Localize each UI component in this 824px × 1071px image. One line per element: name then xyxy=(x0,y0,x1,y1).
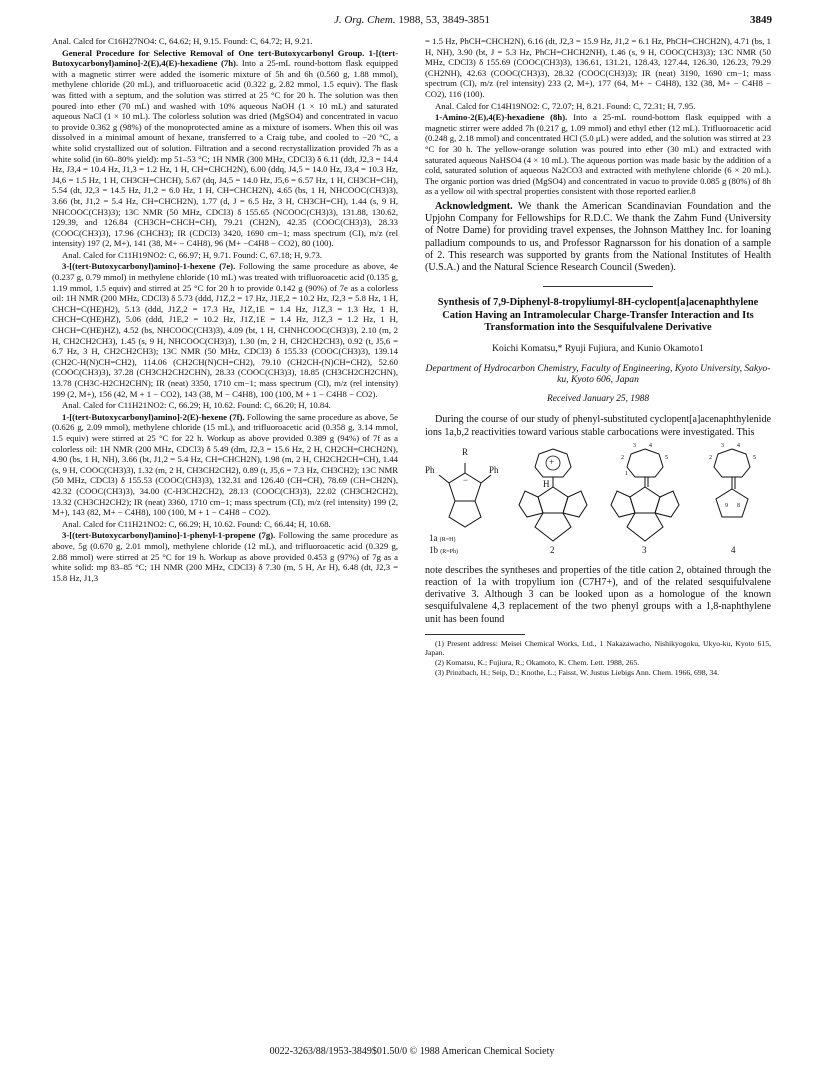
body-paragraph: note describes the syntheses and properties of the title cation 2, obtained through the reaction of 1a with tropylium ion (C7H7+), and of the related sesquifulvalene derivative 3. Although 3 can be looked upon as a homologue of the known sesquifulvalene 4,3 replacement of the two phenyl groups with a 1,8-naphthylene unit has been found xyxy=(425,564,771,625)
procedure-heading: 1-[(tert-Butoxycarbonyl)amino]-2(E)-hexene (7f). xyxy=(62,411,245,422)
procedure-paragraph: 3-[(tert-Butoxycarbonyl)amino]-1-phenyl-1-propene (7g). Following the same procedure as above, 5g (0.670 g, 2.01 mmol), methylene chloride (12 mL), and trifluoroacetic acid (0.329 g, 2.88 mmol) were stirred at 25 °C for 19 h. Workup as above provided 0.453 g (97%) of 7g as a white solid: mp 83–85 °C; 1H NMR (200 MHz, CDCl3) δ 7.30 (m, 5 H, Ar H), 6.48 (dt, J2,3 = 15.8 Hz, J1,3 xyxy=(52,530,398,583)
locant-4: 4 xyxy=(649,442,652,449)
analysis-paragraph: Anal. Calcd for C16H27NO4: C, 64.62; H, 9.15. Found: C, 64.72; H, 9.21. xyxy=(52,36,313,46)
structure-1-icon xyxy=(425,451,505,531)
locant-4b: 4 xyxy=(737,442,740,449)
locant-5: 5 xyxy=(665,454,668,461)
left-column xyxy=(52,36,398,584)
article-authors: Koichi Komatsu,* Ryuji Fujiura, and Kunio Okamoto1 xyxy=(492,343,704,355)
analysis-paragraph: Anal. Calcd for C11H21NO2: C, 66.29; H, 10.62. Found: C, 66.20; H, 10.84. xyxy=(62,400,331,411)
procedure-heading: 1-Amino-2(E),4(E)-hexadiene (8h). xyxy=(435,112,568,123)
locant-8: 8 xyxy=(737,502,740,509)
locant-9: 9 xyxy=(725,502,728,509)
label-4: 4 xyxy=(731,544,736,555)
procedure-heading: 3-[(tert-Butoxycarbonyl)amino]-1-hexene (7e). xyxy=(62,261,236,272)
procedure-paragraph: General Procedure for Selective Removal of One tert-Butoxycarbonyl Group. 1-[(tert-Butoxycarbonyl)amino]-2(E),4(E)-hexadiene (7h). Into a 25-mL round-bottom flask equipped with a magnetic stirrer were added the isomeric mixture of 5h and 6h (0.560 g, 1.88 mmol), methylene chloride (20 mL), and trifluoroacetic acid (0.322 g, 2.82 mmol, 1.5 equiv). The flask was fitted with a septum, and the solution was stirred at 25 °C for 20 h. The solution was then poured into ether (70 mL) and washed with 10% aqueous NaOH (1 × 10 mL) and saturated aqueous NaCl (1 × 10 mL). The colorless solution was dried (MgSO4) and concentrated in vacuo to provide 0.362 g (98%) of the monoprotected amine as a mixture of isomers. When this oil was dissolved in a minimal amount of hexane, transferred to a Craig tube, and cooled to −20 °C, a white solid crystallized out of solution. Filtration and a second recrystallization provided 7h as a white solid (in 60–80% yield): mp 51–53 °C; 1H NMR (300 MHz, CDCl3) δ 6.11 (ddt, J2,3 = 14.4 Hz, J3,4 = 10.4 Hz, J1,3 = 1.2 Hz, 1 H, CH=CHCH2N), 6.00 (ddq, J4,5 = 14.0 Hz, J3,4 = 10.3 Hz, J4,6 = 1.5 Hz, 1 H, CH3CH=CHCH), 5.67 (dq, J4,5 = 14.0 Hz, J5,6 = 6.57 Hz, 1 H, CH3CH=CH), 5.54 (dt, J2,3 = 14.5 Hz, J1,2 = 6.0 Hz, 1 H, CH=CHCH2N), 4.65 (bs, 1 H, NHCOOC(CH3)3), 3.66 (bt, J1,2 = 5.4 Hz, CH=CHCH2N), 1.77 (d, J = 6.5 Hz, 3 H, CH3CH=CH), 1.44 (s, 9 H, NHCOOC(CH3)3); 13C NMR (50 MHz, CDCl3) δ 155.65 (NCOOC(CH3)3), 131.88, 130.62, 129.39, and 126.84 (CH3CH=CHCH=CH), 79.21 (CH2N), 42.35 (COOC(CH3)3), 28.33 (COOC(CH3)3), 17.96 (CHCH3); IR (CDCl3) 3420, 1690 cm−1; mass spectrum (CI), m/z (rel intensity) 197 (2, M+), 141 (38, M+ − C4H8), 96 (M+ −C4H8 − CO2), 80 (100). xyxy=(52,47,399,249)
locant-1: 1 xyxy=(625,470,628,477)
analysis-paragraph: Anal. Calcd for C11H21NO2: C, 66.29; H, 10.62. Found: C, 66.44; H, 10.68. xyxy=(62,518,331,529)
h-label: H xyxy=(543,478,550,489)
structure-4-icon xyxy=(693,445,771,545)
procedure-paragraph: 3-[(tert-Butoxycarbonyl)amino]-1-hexene (7e). Following the same procedure as above, 4e (0.237 g, 0.79 mmol) in methylene chloride (10 mL) was treated with trifluoroacetic acid (0.135 g, 1.19 mmol, 1.5 equiv) and stirred at 25 °C for 20 h to provide 0.142 g (90%) of 7e as a colorless oil: 1H NMR (200 MHz, CDCl3) δ 5.73 (ddd, J1Z,2 = 17 Hz, J1E,2 = 10.2 Hz, J2,3 = 5.8 Hz, 1 H, CHCH=C(HE)H2), 5.13 (ddd, J1Z,2 = 17.3 Hz, J1Z,1E = 1.4 Hz, J1Z,3 = 1.3 Hz, 1 H, CHCH=C(HE)HZ), 5.06 (ddd, J1E,2 = 10.2 Hz, J1Z,1E = 1.4 Hz, J1Z,3 = 1.2 Hz, 1 H, CHCH=C(HE)HZ), 4.52 (bs, NHCOOC(CH3)3), 4.09 (bt, 1 H, CHNHCOOC(CH3)3), 2.10 (m, 2 H, CH2CH2CH3), 1.45 (s, 9 H, NHCOOC(CH3)3), 1.30 (m, 2 H, CH2CH2CH3), 0.92 (t, J5,6 = 6.7 Hz, 3 H, CH2CH2CH3); 13C NMR (50 MHz, CDCl3) δ 155.33 (COOC(CH3)3), 139.14 (CH2C-H(N)CH=CH2), 114.06 (CH2CH(N)CH=CH2), 79.10 (CH2CH-(N)CH=CH2), 52.60 (COOC(CH3)3), 37.28 (CH3CH2CH2CHN), 28.33 (COOC(CH3)3), 18.85 (CH3CH2CH2CHN), 13.78 (CH3C-H2CH2CHN); IR (neat) 3350, 1710 cm−1; mass spectrum (CI), m/z (rel intensity) 199 (2, M+), 156 (42, M + 1 − CO2), 143 (38, M − C4H8), 100 (100, M + 1 − C4H8 − CO2). xyxy=(52,261,398,399)
locant-3: 3 xyxy=(633,442,636,449)
journal-citation: 1988, 53, 3849-3851 xyxy=(398,14,491,26)
chemical-structures-figure xyxy=(425,442,771,561)
page-number: 3849 xyxy=(750,14,772,26)
locant-3b: 3 xyxy=(721,442,724,449)
ph-right-label: Ph xyxy=(489,464,499,475)
label-2: 2 xyxy=(550,544,555,555)
procedure-heading: General Procedure for Selective Removal of One tert-Butoxycarbonyl Group. 1-[(tert-Butoxycarbonyl)amino]-2(E),4(E)-hexadiene (7h). xyxy=(52,47,398,69)
ph-left-label: Ph xyxy=(425,464,435,475)
footnote-divider xyxy=(425,634,525,635)
structure-3-icon xyxy=(605,445,685,545)
analysis-paragraph: Anal. Calcd for C11H19NO2: C, 66.97; H, 9.71. Found: C, 67.18; H, 9.73. xyxy=(62,249,323,260)
page-footer: 0022-3263/88/1953-3849$01.50/0 © 1988 American Chemical Society xyxy=(269,1046,555,1057)
continued-paragraph: = 1.5 Hz, PhCH=CHCH2N), 6.16 (dt, J2,3 = 15.9 Hz, J1,2 = 6.1 Hz, PhCH=CHCH2N), 4.71 (bs, 1 H, NH), 3.90 (bt, J = 5.3 Hz, PhCH=CHCH2NH), 1.46 (s, 9 H, COOC(CH3)3); 13C NMR (50 MHz, CDCl3) δ 155.69 (COOC(CH3)3), 136.61, 131.21, 128.43, 127.44, 126.30, 126.23, 79.29 (CH2NH), 42.63 (COOC(CH3)3), 28.32 (COOC(CH3)3); IR (neat) 3190, 1690 cm−1; mass spectrum (CI), m/z (rel intensity) 233 (2, M+), 177 (64, M+ − C4H8), 132 (38, M+ − C4H8 − CO2), 116 (100). xyxy=(425,36,771,99)
footnote: (1) Present address: Meisei Chemical Works, Ltd., 1 Nakazawacho, Nishikyogoku, Ukyo-ku, Kyoto 615, Japan. xyxy=(425,638,771,657)
procedure-paragraph: 1-[(tert-Butoxycarbonyl)amino]-2(E)-hexene (7f). Following the same procedure as above, 5e (0.626 g, 2.09 mmol), methylene chloride (15 mL), and trifluoroacetic acid (0.358 g, 3.14 mmol, 1.5 equiv) were stirred at 25 °C for 22 h. Workup as above provided 0.389 g (94%) of 7f as a colorless oil: 1H NMR (200 MHz, CDCl3) δ 5.49 (dm, J2,3 = 15.6 Hz, 2 H, CH2CH=CHCH2N), 4.90 (bs, 1 H, NH), 3.66 (bt, J1,2 = 5.4 Hz, CH=CHCH2N), 1.98 (m, 2 H, CH2CH2CH=CH), 1.44 (s, 9 H, COOC(CH3)3), 1.32 (m, 2 H, CH3CH2CH2), 0.89 (t, J5,6 = 7.3 Hz, CH3CH2); 13C NMR (50 MHz, CDCl3) δ 155.53 (COOC(CH3)3), 132.31 and 126.40 (CH=CH), 78.69 (CH=CH2N), 42.32 (COOC(CH3)3), 34.00 (C-H3CH2CH2), 28.13 (COOC(CH3)3), 22.02 (CH3CH2CH2), 13.32 (CH3CH2CH2); IR (neat) 3360, 1710 cm−1; mass spectrum (CI), m/z (rel intensity) 199 (2, M+), 143 (82, M+ − C4H8), 100 (100, M + 1 − C4H8 − CO2). xyxy=(52,411,398,518)
locant-2b: 2 xyxy=(709,454,712,461)
r-label: R xyxy=(462,446,469,457)
article-affiliation: Department of Hydrocarbon Chemistry, Faculty of Engineering, Kyoto University, Sakyo-ku, Kyoto 606, Japan xyxy=(425,362,771,386)
footnote: (3) Prinzbach, H.; Seip, D.; Knothe, L.; Faisst, W. Justus Liebigs Ann. Chem. 1966, 698, 34. xyxy=(435,668,719,678)
label-1b: 1b (R=Ph) xyxy=(429,544,458,555)
plus-charge-2: + xyxy=(549,456,555,467)
procedure-heading: 3-[(tert-Butoxycarbonyl)amino]-1-phenyl-1-propene (7g). xyxy=(62,530,276,541)
right-column xyxy=(425,36,771,679)
locant-5b: 5 xyxy=(753,454,756,461)
journal-name: J. Org. Chem. xyxy=(333,14,396,26)
article-title: Synthesis of 7,9-Diphenyl-8-tropyliumyl-8H-cyclopent[a]acenaphthylene Cation Having an Intramolecular Charge-Transfer Interaction and Its Transformation into the Sesquifulvalene Derivative xyxy=(437,297,759,333)
intro-paragraph: During the course of our study of phenyl-substituted cyclopent[a]acenaphthylenide ions 1a,b,2 reactivities toward various stable carbocations were investigated. This xyxy=(425,414,771,438)
acknowledgment-heading: Acknowledgment. xyxy=(435,200,513,212)
procedure-paragraph: 1-Amino-2(E),4(E)-hexadiene (8h). Into a 25-mL round-bottom flask equipped with a magnetic stirrer were added 7h (0.217 g, 1.09 mmol) and ethyl ether (12 mL). Trifluoroacetic acid (0.248 g, 2.18 mmol) and concentrated HCl (5.0 μL) were added, and the solution was stirred at 23 °C for 30 h. The yellow-orange solution was poured into ether (30 mL) and extracted with saturated aqueous NaHSO4 (4 × 10 mL). The aqueous portion was made basic by the addition of a cold, saturated solution of aqueous Na2CO3 and extracted with methylene chloride (6 × 20 mL). The organic portion was dried (MgSO4) and concentrated in vacuo to provide 0.085 g (80%) of 8h as a yellow oil with spectral properties consistent with those reported earlier.8 xyxy=(425,112,771,197)
locant-2: 2 xyxy=(621,454,624,461)
label-1a: 1a (R=H) xyxy=(429,532,456,543)
footnote: (2) Komatsu, K.; Fujiura, R.; Okamoto, K. Chem. Lett. 1988, 265. xyxy=(435,658,640,668)
minus-charge: − xyxy=(463,474,469,485)
label-3: 3 xyxy=(642,544,647,555)
received-date: Received January 25, 1988 xyxy=(546,393,650,404)
analysis-paragraph: Anal. Calcd for C14H19NO2: C, 72.07; H, 8.21. Found: C, 72.31; H, 7.95. xyxy=(435,100,696,111)
running-header xyxy=(52,14,772,30)
acknowledgment: Acknowledgment. We thank the American Scandinavian Foundation and the Upjohn Company for Fellowships for R.D.C. We thank the Zahm Fund (University of Notre Dame) for providing travel expenses, the Johnson Matthey Inc. for loaning palladium compounds to us, and Professor Ragnarsson for his donation of a sample of 2. This research was supported by grants from the National Institutes of Health (U.S.A.) and the Natural Science Research Council (Sweden). xyxy=(425,200,771,273)
section-divider xyxy=(543,286,653,287)
